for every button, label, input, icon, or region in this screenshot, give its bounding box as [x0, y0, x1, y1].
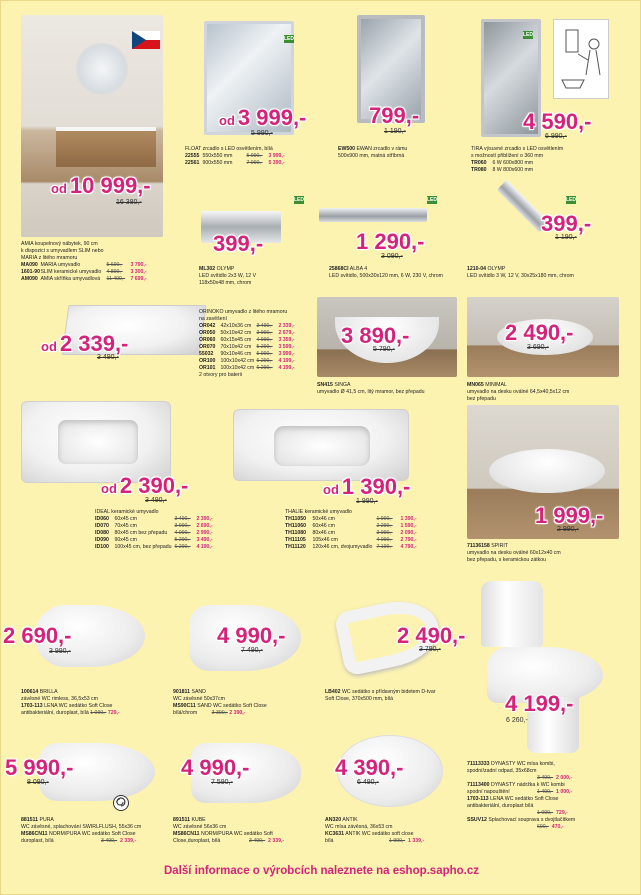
alba-light-photo [319, 208, 427, 222]
orinoko-price: od 2 339,- [41, 331, 129, 356]
pura-description: 881511 PURA WC závěsné, splachování SWIRLFLUSH, 55x36 cm MS86CN11 NORM/PURA WC sedátko Soft Close duroplast, bílá 3 490,- 2 339,- [21, 817, 142, 844]
ewan-description: EW500 EWAN zrcadlo v rámu 500x900 mm, matná stříbrná [338, 146, 408, 159]
sand-description: 901811 SAND WC závěsné 50x37cm MS90C11 SAND WC sedátko Soft Close bílá/chrom 3 390,- 2 390,- [173, 689, 267, 716]
vanity-cabinet [56, 127, 156, 167]
minimal-old-price: 3 690,- [527, 344, 549, 351]
orinoko-description: ORINOKO umyvadlo z litého mramoru na zavěšení OR042 42x10x36 cm 3 490,- 2 339,- OR050 50x10x42 cm 3 990,- 2 679,- OR060 60x15x45 cm 4 990,- 3 359,- OR070 70x10x42 cm 5 290,- 3 599,- 55032 90x10x46 cm 5 990,- 3 999,- OR100 100x10x42 cm 6 290,- 4 199,- OR101 100x10x42 cm 6 290,- 4 199,- 2 otvory pro baterii [199, 309, 295, 378]
antik-description: AN320 ANTIK WC mísa závěsná, 36x53 cm KC3631 ANTIK WC sedátko soft close bílá 1 990,- 1 339,- [325, 817, 425, 844]
spirit-old-price: 2 990,- [557, 526, 579, 533]
singa-old-price: 5 790,- [373, 346, 395, 353]
thalie-price: od 1 390,- [323, 474, 411, 499]
dynasty-price: 4 199,- [505, 691, 574, 716]
tira-description: TIRA výsuvné zrcadlo s LED osvětlením s možností přiblížení o 360 mm TR060 6 W 600x800 mm TR080 8 W 800x600 mm [471, 146, 564, 173]
orinoko-old-price: 3 490,- [97, 354, 119, 361]
float-old-price: 5 990,- [251, 130, 273, 137]
float-price: od 3 999,- [219, 105, 307, 130]
brilla-description: 100614 BRILLA závěsné WC rimless, 36,5x53 cm 1703-113 LENA WC sedátko Soft Close antibakteriální, duroplast, bílá 1 090,- 729,- [21, 689, 120, 716]
olymp1210-old-price: 1 190,- [555, 234, 577, 241]
pura-price: 5 990,- [5, 755, 74, 780]
singa-description: SN415 SINGA umyvadlo Ø 41,5 cm, litý mramor, bez přepadu [317, 382, 425, 395]
tira-price: 4 590,- [523, 109, 592, 134]
tira-old-price: 6 990,- [545, 133, 567, 140]
kube-old-price: 7 590,- [211, 779, 233, 786]
swirlflush-icon [113, 795, 129, 811]
lb402-description: LB402 WC sedátko s přídavným bidetem D-tvar Soft Close, 370x500 mm, bílá [325, 689, 436, 702]
footer-info-link[interactable]: Další informace o výrobcích naleznete na eshop.sapho.cz [163, 865, 480, 877]
lb402-old-price: 3 790,- [419, 646, 441, 653]
thalie-description: THALIE keramické umyvadlo TH11050 50x46 cm 1 990,- 1 390,- TH11060 60x46 cm 2 290,- 1 590,- TH11080 80x46 cm 3 090,- 2 090,- TH11105 105x46 cm 4 090,- 2 790,- TH11120 120x46 cm, dvojumyvadlo 7 190,- 4 790,- [285, 509, 417, 550]
led-badge: LED [284, 36, 294, 42]
ewan-price: 799,- [369, 103, 420, 128]
czech-flag-icon [132, 31, 160, 49]
alba-old-price: 3 090,- [381, 253, 403, 260]
lb402-price: 2 490,- [397, 623, 466, 648]
brilla-old-price: 3 990,- [49, 648, 71, 655]
amia-old-price: 16 380,- [116, 199, 142, 206]
pura-old-price: 8 090,- [27, 779, 49, 786]
olymp1210-price: 399,- [541, 211, 592, 236]
led-badge: LED [427, 197, 437, 203]
led-badge: LED [566, 197, 576, 203]
amia-description: AMIA koupelnový nábytek, 90 cm k dispozici s umyvadlem SLIM nebo MARIA z litého mramoru MA090 MARIA umyvadlo 5 690,- 3 790,- 1601-90 SLIM keramické umyvadlo 4 890,- 3 300,- AM090 AMIA skříňka umyvadlová 11 490,- 7 699,- [21, 241, 147, 282]
minimal-price: 2 490,- [505, 320, 574, 345]
singa-price: 3 890,- [341, 323, 410, 348]
ideal-basin-photo [21, 401, 171, 483]
antik-old-price: 6 490,- [357, 779, 379, 786]
thalie-basin-photo [233, 409, 409, 481]
antik-price: 4 390,- [335, 755, 404, 780]
kube-price: 4 990,- [181, 755, 250, 780]
led-badge: LED [523, 32, 533, 38]
float-description: FLOAT zrcadlo s LED osvětlením, bílá 22555 550x550 mm 5 990,- 3 999,- 22561 900x550 mm 7 990,- 5 390,- [185, 146, 285, 166]
ideal-description: IDEAL keramické umyvadlo ID060 60x45 cm 3 490,- 2 390,- ID070 70x45 cm 3 990,- 2 690,- ID080 80x45 cm bez přepadu 4 090,- 2 990,- ID090 90x45 cm 5 290,- 3 490,- ID100 100x45 cm, bez přepadu 6 290,- 4 190,- [95, 509, 213, 550]
olymp1210-description: 1210-04 OLYMP LED svítidlo 3 W, 12 V, 30x25x180 mm, chrom [467, 266, 574, 279]
dynasty-old-price: 6 260,- [506, 717, 528, 724]
amia-price: od 10 999,- [51, 173, 151, 198]
thalie-old-price: 1 990,- [356, 498, 378, 505]
spirit-price: 1 999,- [535, 503, 604, 528]
olymp302-price: 399,- [213, 231, 264, 256]
tira-usage-illustration [553, 19, 609, 99]
led-badge: LED [294, 197, 304, 203]
ideal-price: od 2 390,- [101, 473, 189, 498]
spirit-description: 71136158 SPIRIT umyvadlo na desku oválné 60x12x40 cm bez přepadu, s keramickou zátkou [467, 543, 561, 563]
round-mirror [76, 43, 128, 95]
dynasty-description: 71113333 DYNASTY WC mísa kombi, spodní/zadní odpad, 35x68cm 3 490,- 2 000,- 71113400 DYNASTY nádržka k WC kombi spodní napouštění 1 490,- 1 000,- 1703-113 LENA WC sedátko Soft Close antibakteriální, duroplast bílá 1 090,- 729,- SSUV12 Splachovací souprava s dvojtlačítkem 690,- 470,- [467, 761, 576, 830]
sand-price: 4 990,- [217, 623, 286, 648]
kube-description: 891511 KUBE WC závěsné 56x36 cm MS86CN11 NORM/PURA WC sedátko Soft Close,duroplast, bílá 3 490,- 2 339,- [173, 817, 285, 844]
minimal-description: MN065 MINIMAL umyvadlo na desku oválné 64,5x40,5x12 cm bez přepadu [467, 382, 570, 402]
olymp302-description: ML302 OLYMP LED svítidlo 2x3 W, 12 V 118x50x48 mm, chrom [199, 266, 257, 286]
sand-old-price: 7 490,- [241, 647, 263, 654]
brilla-price: 2 690,- [3, 623, 72, 648]
alba-description: 25868CI ALBA 4 LED svítidlo, 500x30x120 mm, 6 W, 230 V, chrom [329, 266, 443, 279]
ideal-old-price: 3 490,- [145, 497, 167, 504]
ewan-old-price: 1 190,- [384, 128, 406, 135]
alba-price: 1 290,- [356, 229, 425, 254]
dynasty-wc-photo [473, 579, 613, 755]
